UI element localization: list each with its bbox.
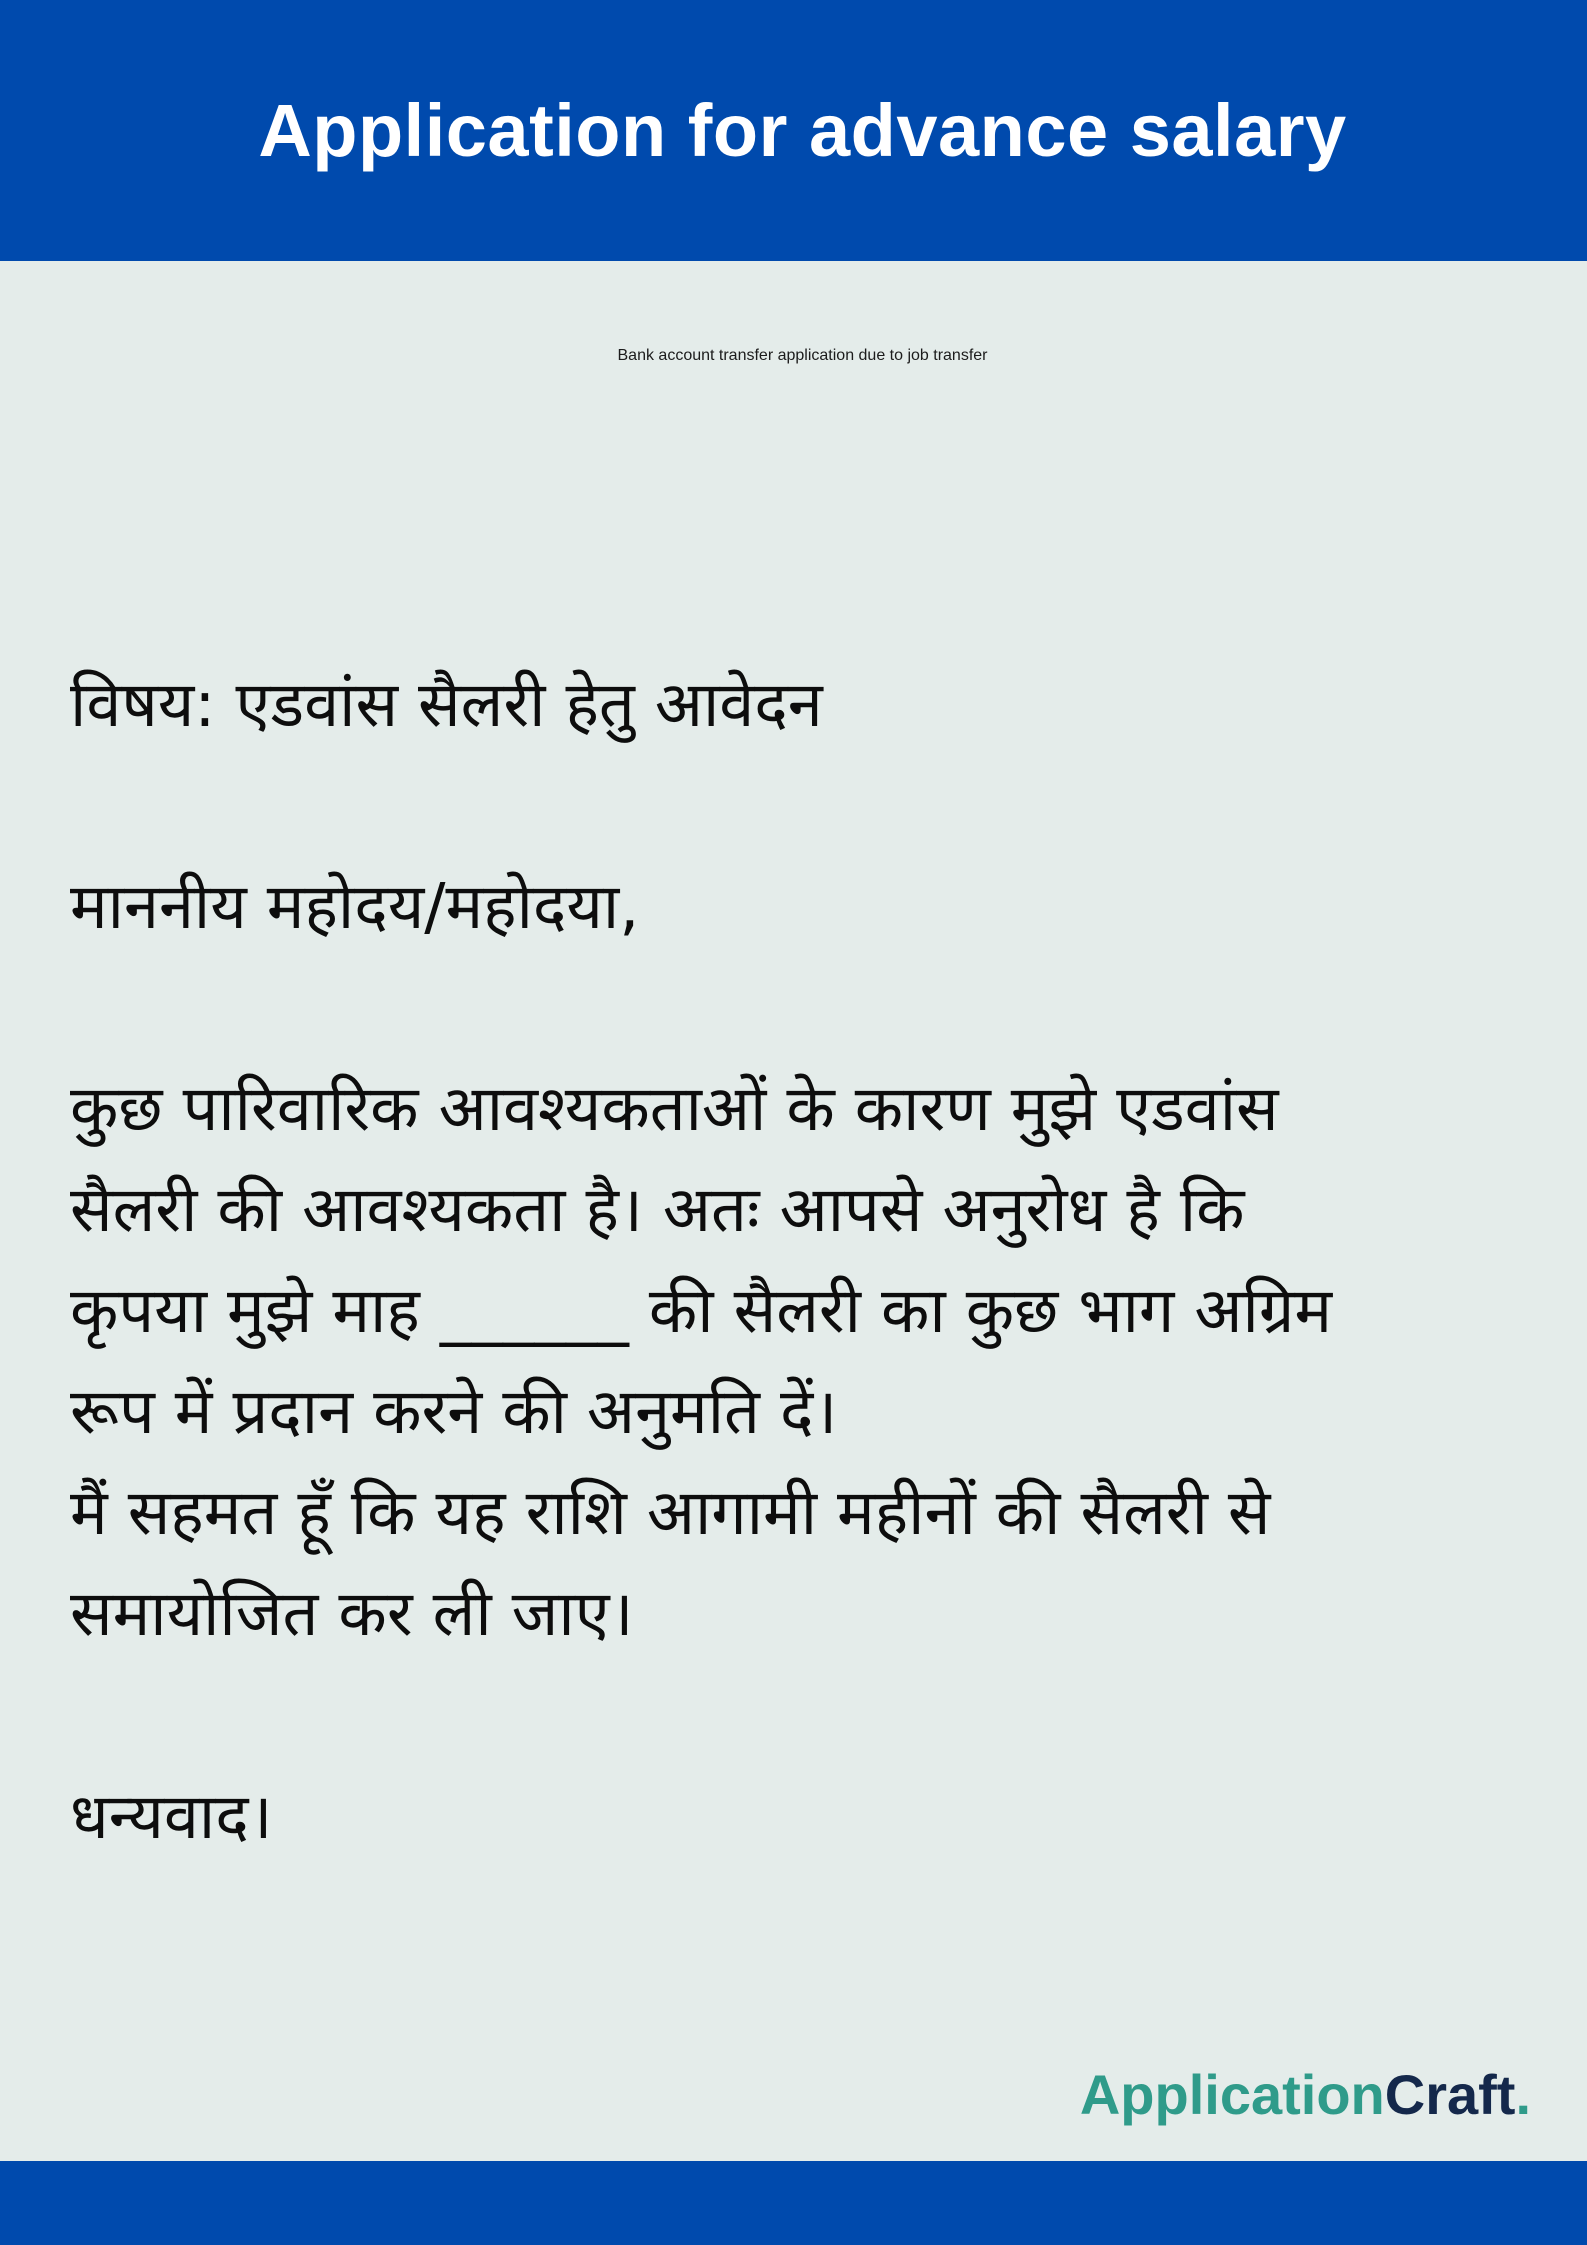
letter-body-line: समायोजित कर ली जाए। (70, 1577, 634, 1650)
letter-body-line: सैलरी की आवश्यकता है। अतः आपसे अनुरोध है कि (70, 1173, 1245, 1246)
brand-logo-part-b: Craft (1384, 2063, 1516, 2126)
letter-body-line: रूप में प्रदान करने की अनुमति दें। (70, 1375, 838, 1448)
brand-logo-part-a: Application (1079, 2063, 1385, 2126)
page-title: Application for advance salary (258, 89, 1347, 172)
brand-logo-dot: . (1515, 2063, 1531, 2126)
letter-subject: विषय: एडवांस सैलरी हेतु आवेदन (70, 668, 823, 741)
brand-logo (1080, 2060, 1531, 2130)
letter-closing: धन्यवाद। (70, 1780, 273, 1853)
letter-salutation: माननीय महोदय/महोदया, (70, 870, 640, 943)
letter-body-line: कुछ पारिवारिक आवश्यकताओं के कारण मुझे एडवांस (70, 1072, 1279, 1145)
letter-body-line: मैं सहमत हूँ कि यह राशि आगामी महीनों की सैलरी से (70, 1476, 1271, 1549)
footer-band (0, 2161, 1587, 2245)
subtitle: Bank account transfer application due to job transfer (617, 347, 988, 364)
letter-body-line: कृपया मुझे माह ______ की सैलरी का कुछ भाग अग्रिम (70, 1274, 1333, 1347)
